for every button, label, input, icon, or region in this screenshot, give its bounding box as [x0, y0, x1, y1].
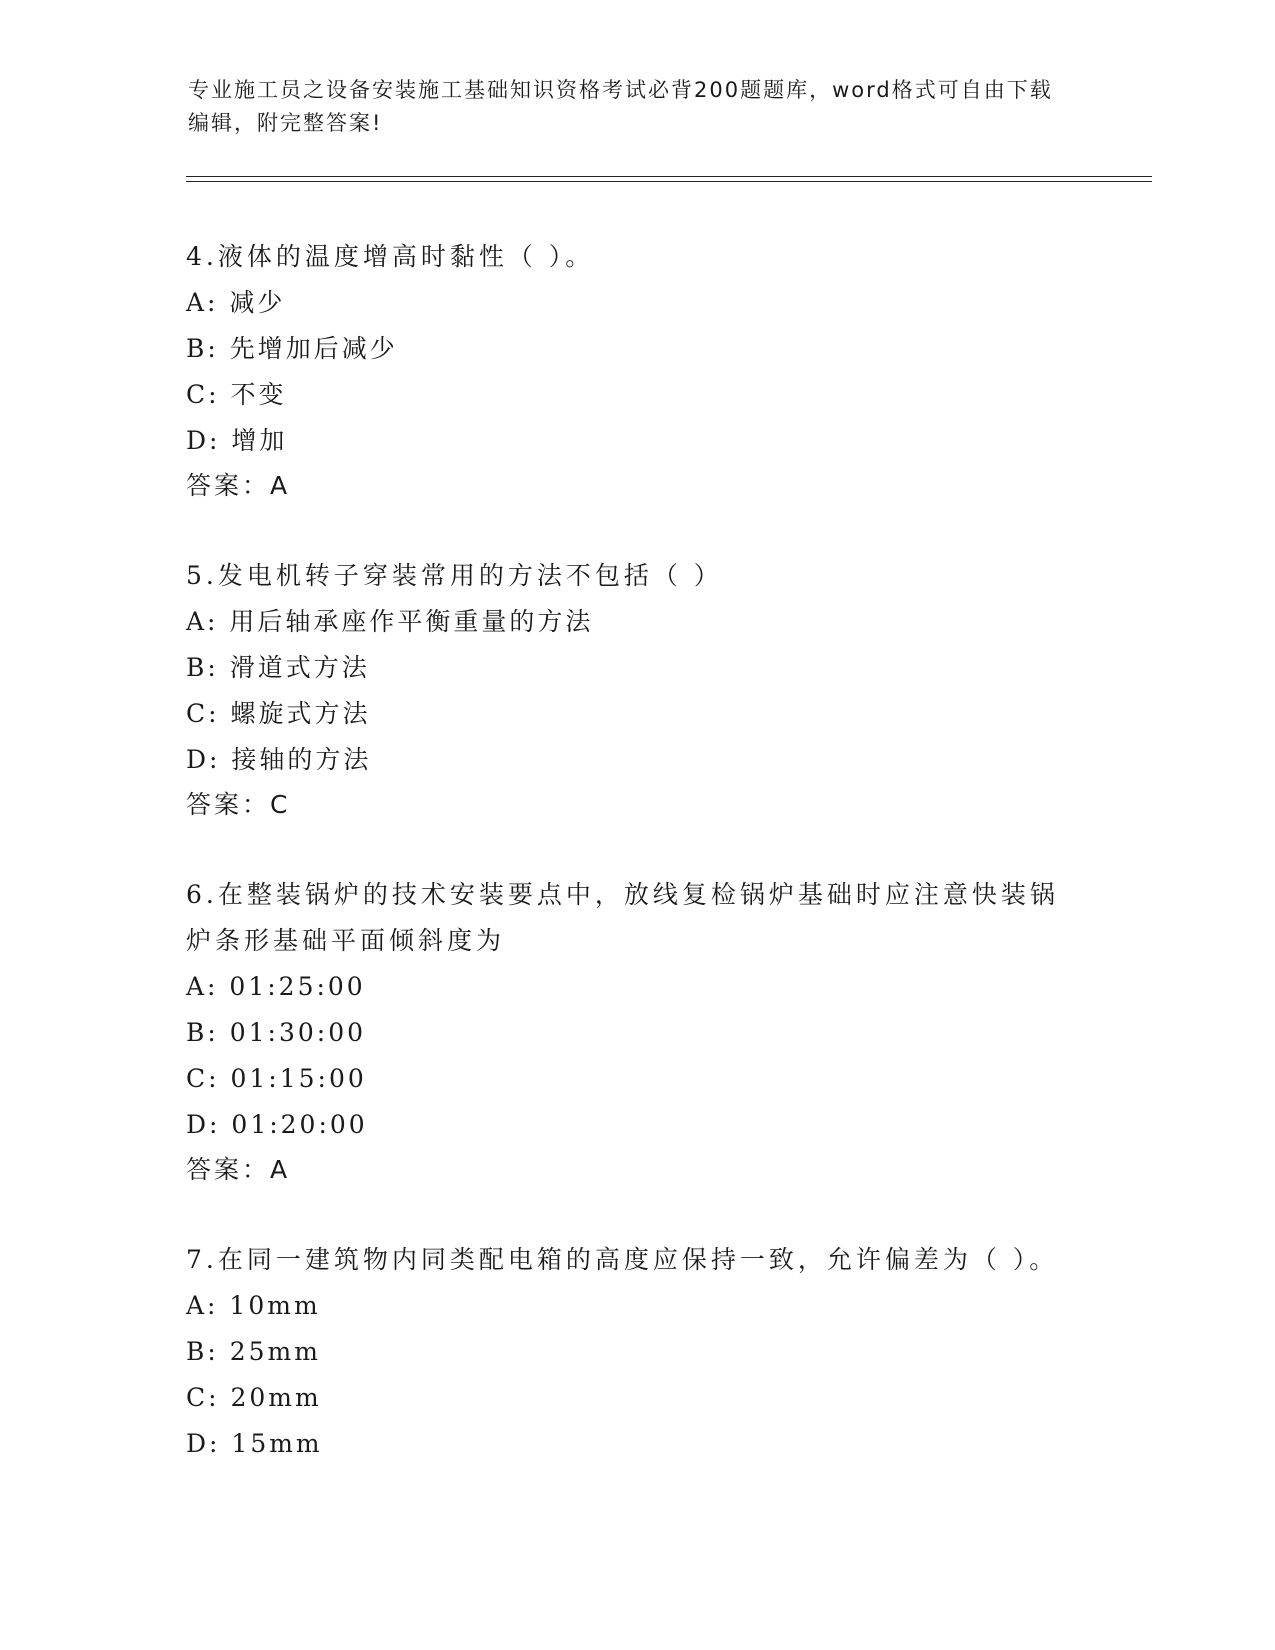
- answer-line: 答案：C: [186, 790, 291, 819]
- option-d: D: 接轴的方法: [186, 745, 372, 774]
- question-block: [186, 234, 1086, 508]
- option-d: D: 01:20:00: [186, 1110, 368, 1139]
- option-a: A: 10mm: [186, 1291, 321, 1320]
- question-text: 4.液体的温度增高时黏性（ ）。: [186, 242, 595, 271]
- question-list: [186, 234, 1086, 1512]
- question-block: [186, 553, 1086, 827]
- document-header: 专业施工员之设备安装施工基础知识资格考试必背200题题库，word格式可自由下载编辑，附完整答案!: [188, 78, 1053, 135]
- question-text: 6.在整装锅炉的技术安装要点中，放线复检锅炉基础时应注意快装锅炉条形基础平面倾斜度为: [186, 880, 1059, 955]
- option-a: A: 01:25:00: [186, 972, 366, 1001]
- option-a: A: 减少: [186, 288, 286, 317]
- answer-line: 答案：A: [186, 471, 291, 500]
- option-d: D: 15mm: [186, 1429, 323, 1458]
- option-b: B: 01:30:00: [186, 1018, 367, 1047]
- question-block: [186, 1237, 1086, 1467]
- option-c: C: 螺旋式方法: [186, 699, 371, 728]
- header-divider-line: [186, 176, 1152, 177]
- answer-line: 答案：A: [186, 1155, 291, 1184]
- question-text: 5.发电机转子穿装常用的方法不包括（ ）: [186, 561, 723, 590]
- option-b: B: 滑道式方法: [186, 653, 370, 682]
- option-b: B: 先增加后减少: [186, 334, 398, 363]
- option-a: A: 用后轴承座作平衡重量的方法: [186, 607, 594, 636]
- option-b: B: 25mm: [186, 1337, 321, 1366]
- question-block: [186, 872, 1086, 1192]
- question-text: 7.在同一建筑物内同类配电箱的高度应保持一致，允许偏差为（ ）。: [186, 1245, 1059, 1274]
- option-c: C: 01:15:00: [186, 1064, 367, 1093]
- header-divider-line: [186, 181, 1152, 182]
- option-c: C: 不变: [186, 380, 287, 409]
- option-d: D: 增加: [186, 426, 288, 455]
- option-c: C: 20mm: [186, 1383, 322, 1412]
